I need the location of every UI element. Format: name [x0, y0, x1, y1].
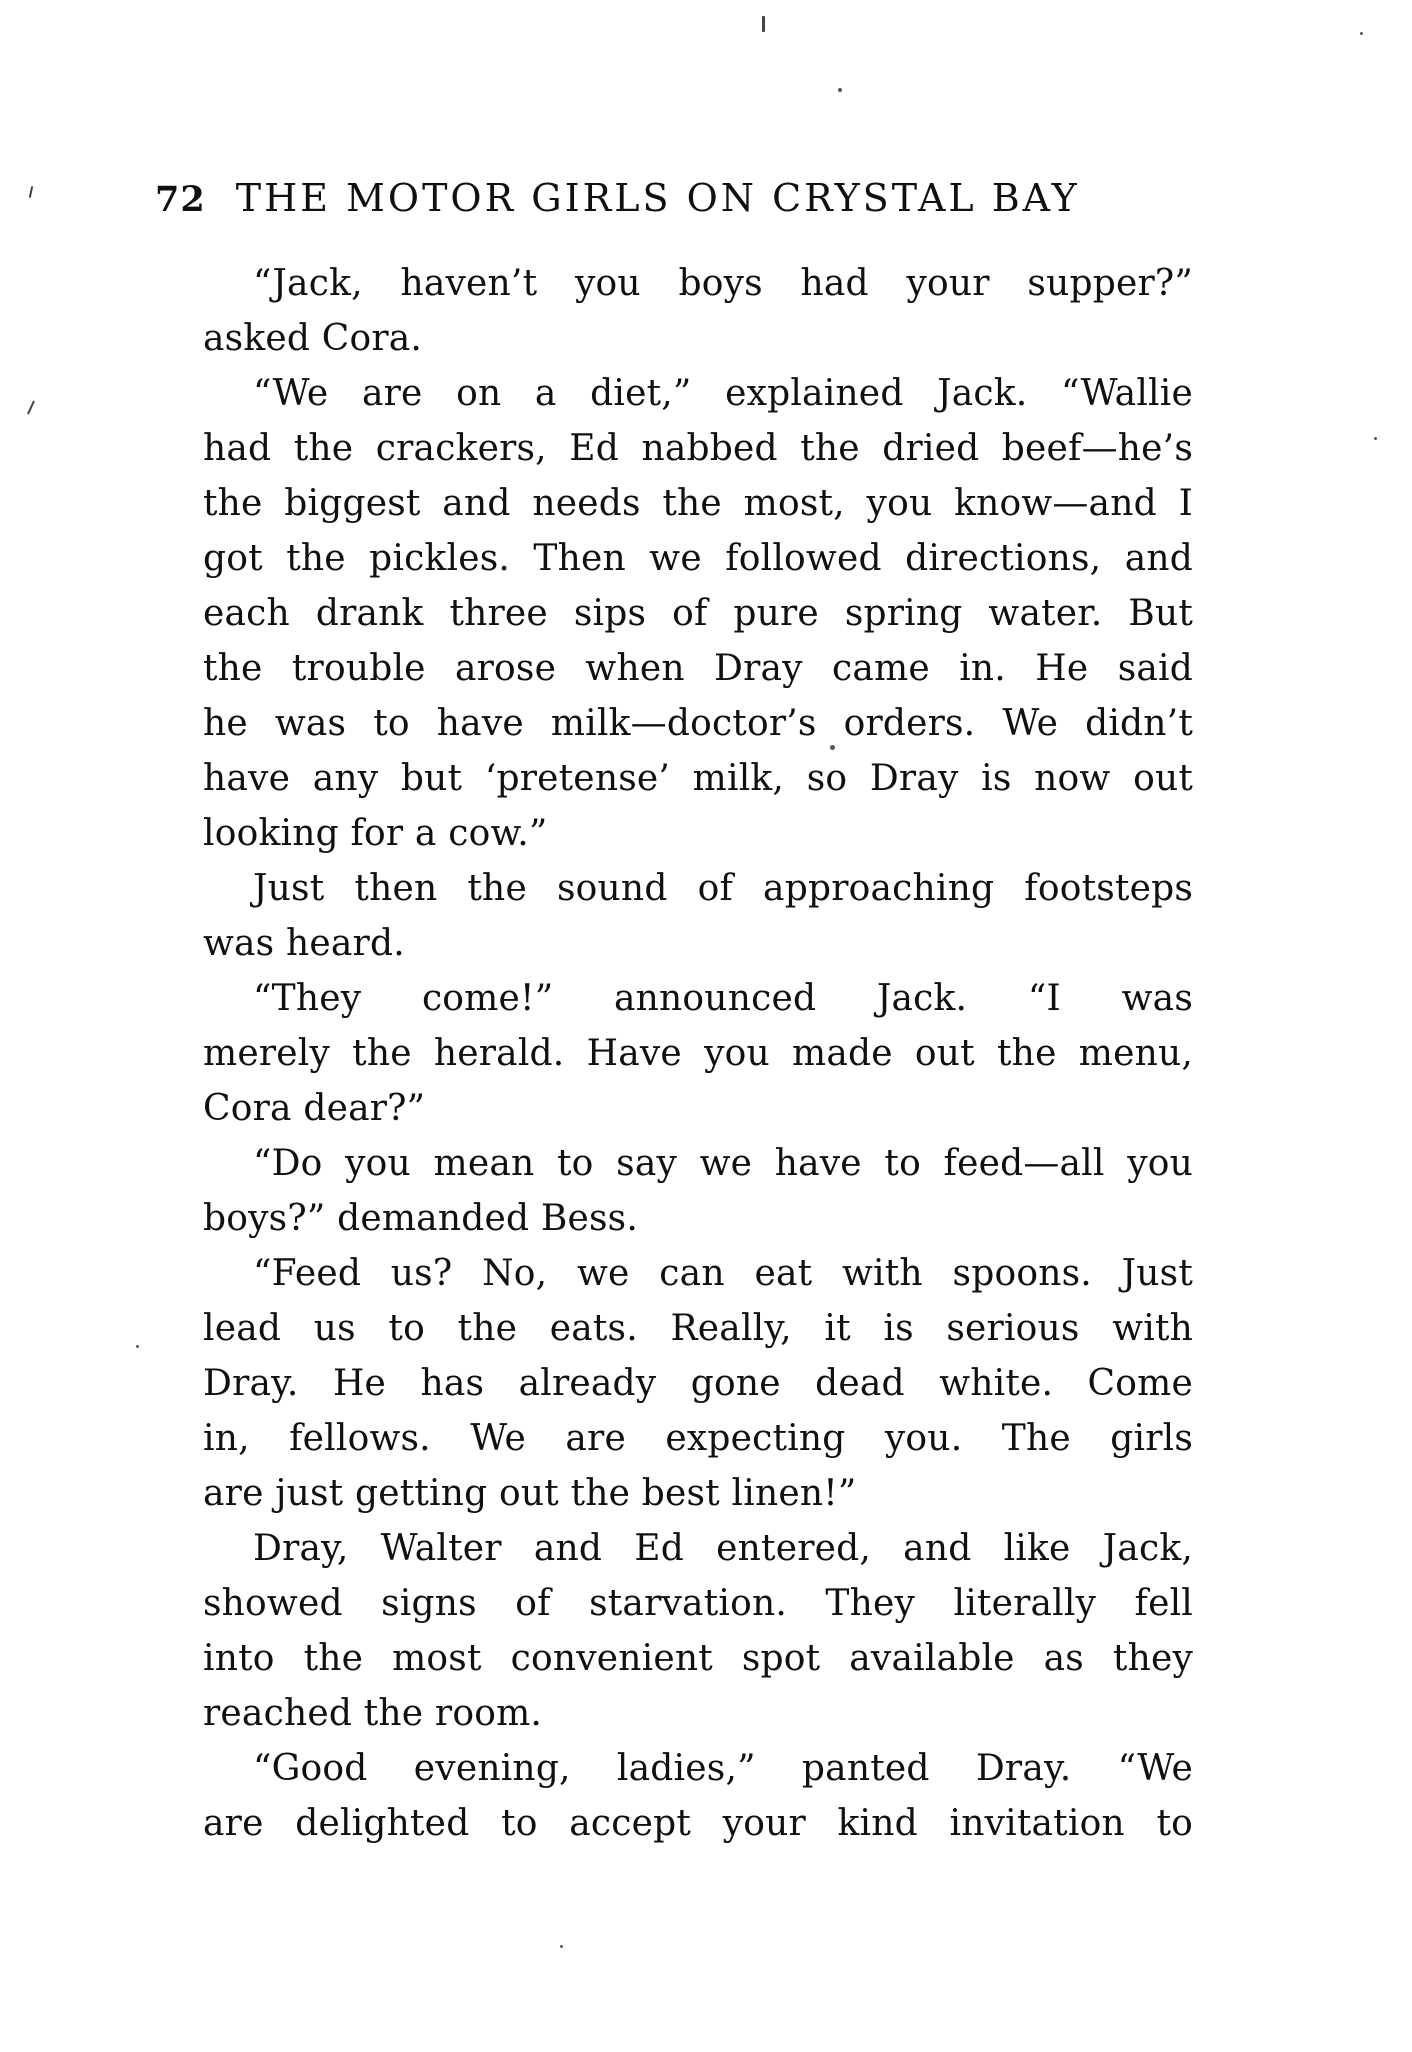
text-line: showed signs of starvation. They literally fell — [203, 1583, 1193, 1624]
scan-speck — [762, 16, 765, 32]
text-line: was heard. — [203, 923, 405, 964]
text-line: asked Cora. — [203, 318, 423, 359]
page-body — [203, 256, 1193, 1851]
text-line: Just then the sound of approaching footsteps — [253, 868, 1193, 909]
text-line: “Jack, haven’t you boys had your supper?” — [253, 263, 1193, 304]
text-line: are delighted to accept your kind invitation to — [203, 1803, 1193, 1844]
text-line: looking for a cow.” — [203, 813, 548, 854]
text-line: into the most convenient spot available as they — [203, 1638, 1193, 1679]
running-title: THE MOTOR GIRLS ON CRYSTAL BAY — [235, 176, 1080, 220]
text-line: Dray. He has already gone dead white. Come — [203, 1363, 1193, 1404]
text-line: “Feed us? No, we can eat with spoons. Just — [253, 1253, 1193, 1294]
text-line: Cora dear?” — [203, 1088, 426, 1129]
scan-speck — [1360, 32, 1363, 35]
text-line: “They come!” announced Jack. “I was — [253, 978, 1193, 1019]
text-line: are just getting out the best linen!” — [203, 1473, 857, 1514]
text-line: the biggest and needs the most, you know—and I — [203, 483, 1193, 524]
text-line: merely the herald. Have you made out the menu, — [203, 1033, 1193, 1074]
text-line: got the pickles. Then we followed directions, and — [203, 538, 1193, 579]
text-line: in, fellows. We are expecting you. The girls — [203, 1418, 1193, 1459]
scan-speck — [560, 1945, 563, 1948]
text-line: “We are on a diet,” explained Jack. “Wallie — [253, 373, 1193, 414]
scan-speck — [27, 400, 35, 414]
text-line: had the crackers, Ed nabbed the dried beef—he’s — [203, 428, 1193, 469]
text-line: he was to have milk—doctor’s orders. We didn’t — [203, 703, 1193, 744]
text-line: the trouble arose when Dray came in. He said — [203, 648, 1193, 689]
running-head — [155, 176, 1195, 220]
scan-speck — [838, 88, 842, 92]
text-line: Dray, Walter and Ed entered, and like Jack, — [253, 1528, 1193, 1569]
text-line: each drank three sips of pure spring water. But — [203, 593, 1193, 634]
scan-speck — [136, 1345, 139, 1348]
scan-speck — [830, 745, 835, 750]
text-line: lead us to the eats. Really, it is serious with — [203, 1308, 1193, 1349]
text-line: “Good evening, ladies,” panted Dray. “We — [253, 1748, 1193, 1789]
text-line: have any but ‘pretense’ milk, so Dray is now out — [203, 758, 1193, 799]
scan-speck — [1374, 437, 1377, 440]
scan-speck — [29, 186, 33, 198]
text-line: “Do you mean to say we have to feed—all you — [253, 1143, 1193, 1184]
page-number: 72 — [155, 179, 206, 220]
text-line: boys?” demanded Bess. — [203, 1198, 639, 1239]
text-line: reached the room. — [203, 1693, 543, 1734]
